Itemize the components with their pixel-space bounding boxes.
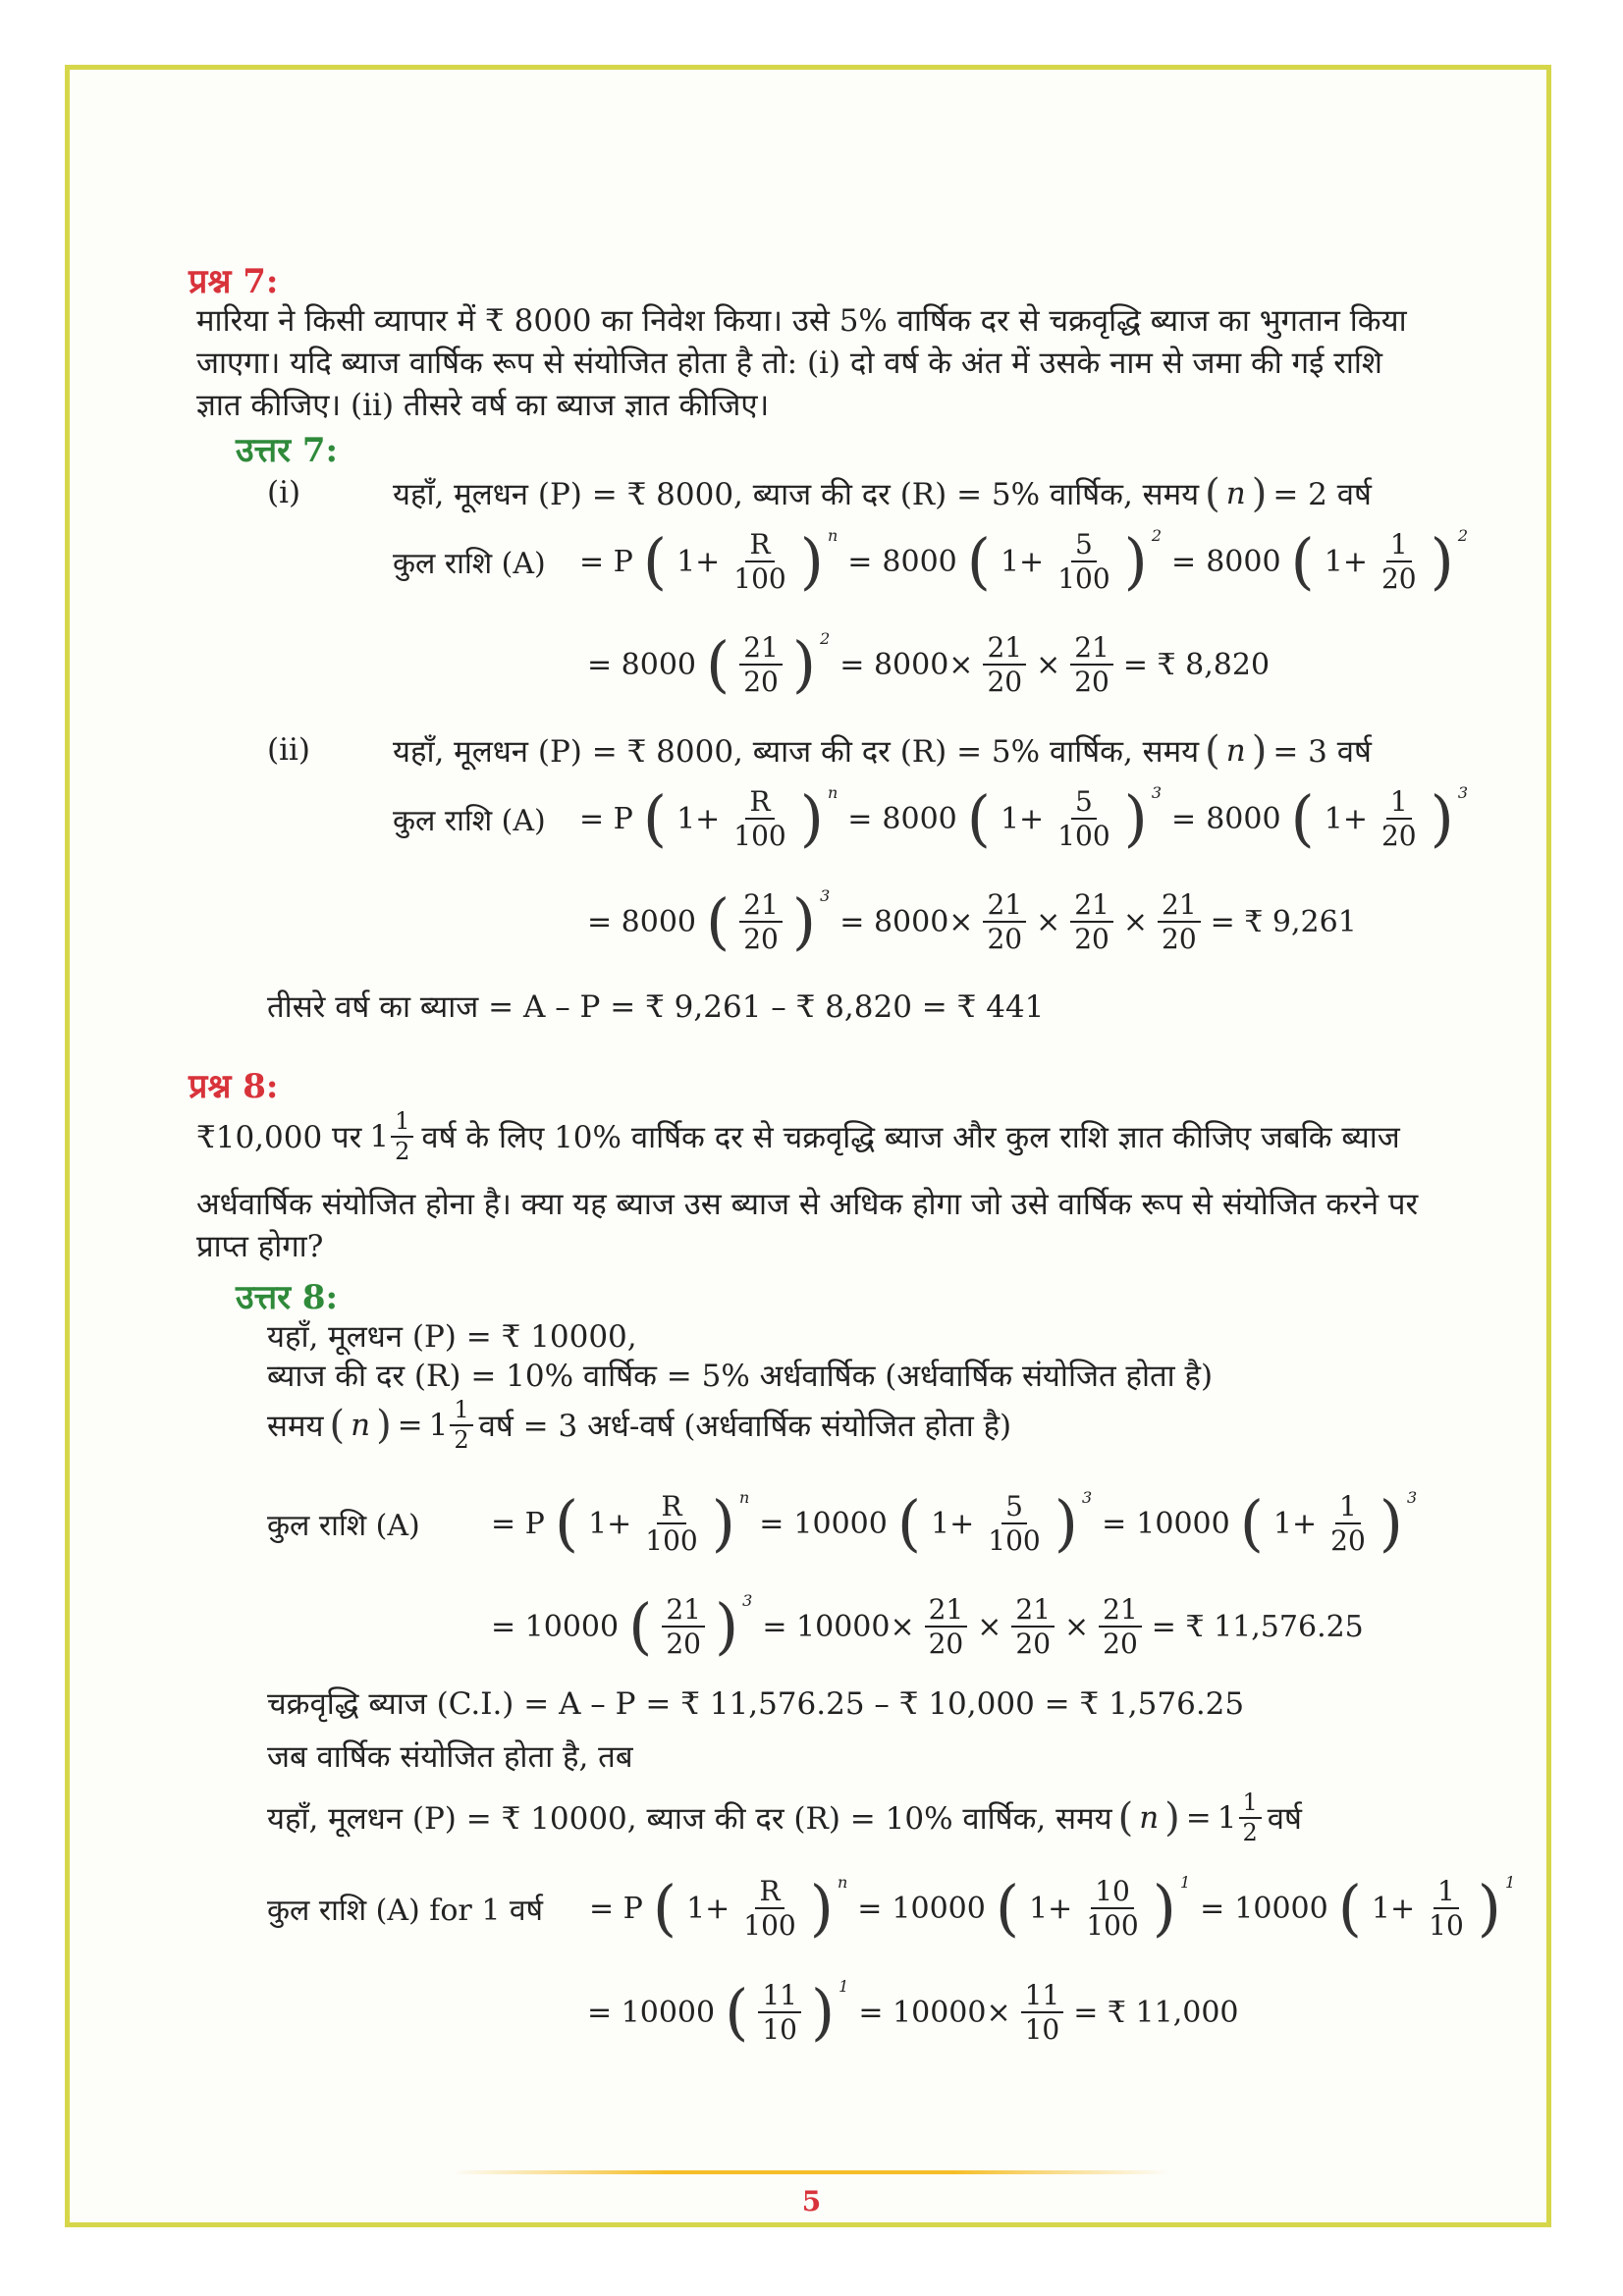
q7-part2-marker: (ii) [267,732,311,768]
fraction: $\frac{21}{20}$ [983,890,1026,954]
fraction: $\frac{21}{20}$ [1011,1595,1055,1659]
q8-given1: यहाँ, मूलधन (P) = ₹ 10000, [267,1319,637,1355]
fraction: $\frac{R}{100}$ [733,528,786,596]
q7-part1-final: = ₹ 8,820 [1122,647,1271,682]
fraction: $\frac{1}{20}$ [1330,1490,1366,1558]
q7-part1-result: = 8000 ( $\frac{21}{20}$ ) 2 = 8000× $\frac{21}{20}$ × $\frac{21}{20}$ = ₹ 8,820 [587,628,1271,701]
q8-final-annual: = ₹ 11,000 [1073,1995,1239,2030]
q7-part2-formula: कुल राशि (A) = P ( 1+ $\frac{R}{100}$ ) n = 8000 ( 1+ $\frac{5}{100}$ ) 3 = 8000 ( 1+ $\frac{1}{20}$ ) 3 [393,782,1469,855]
fraction: $\frac{10}{100}$ [1086,1875,1139,1943]
fraction: $\frac{5}{100}$ [1057,528,1110,596]
q8-half-formula: कुल राशि (A) = P ( 1+ $\frac{R}{100}$ ) n = 10000 ( 1+ $\frac{5}{100}$ ) 3 = 10000 ( 1+ $\frac{1}{20}$ ) 3 [267,1487,1418,1560]
fraction: $\frac{21}{20}$ [739,890,783,954]
q7-text: मारिया ने किसी व्यापार में ₹ 8000 का निवेश किया। उसे 5% वार्षिक दर से चक्रवृद्धि ब्याज का भुगतान किया जाएगा। यदि ब्याज वार्षिक रूप से संयोजित होता है तो: (i) दो वर्ष के अंत में उसके नाम से जमा की गई राशि ज्ञात कीजिए। (ii) तीसरे वर्ष का ब्याज ज्ञात कीजिए। [196,303,1407,423]
fraction: $\frac{21}{20}$ [925,1595,968,1659]
fraction: $\frac{1}{20}$ [1380,528,1417,596]
amount-label: कुल राशि (A) [393,803,546,838]
page-number: 5 [801,2185,822,2217]
fraction: $\frac{21}{20}$ [983,633,1026,697]
q7-part2-given-end: = 3 वर्ष [1272,734,1372,770]
fraction: $\frac{11}{10}$ [1021,1981,1064,2045]
fraction: $\frac{R}{100}$ [743,1875,796,1943]
q8-answer-heading: उत्तर 8: [236,1278,339,1317]
fraction: $\frac{1}{10}$ [1429,1875,1464,1943]
fraction: $\frac{21}{20}$ [739,633,783,697]
var-n: n [1225,476,1246,511]
q7-part1-given-text: यहाँ, मूलधन (P) = ₹ 8000, ब्याज की दर (R) = 5% वार्षिक, समय [393,477,1200,512]
q8-time: समय ( n ) = 1 $\frac{1}{2}$ वर्ष = 3 अर्ध-वर्ष (अर्धवार्षिक संयोजित होता है) [267,1396,1012,1455]
fraction: $\frac{R}{100}$ [733,785,786,853]
q8-text-line2: अर्धवार्षिक संयोजित होना है। क्या यह ब्याज उस ब्याज से अधिक होगा जो उसे वार्षिक रूप से संयोजित करने पर प्राप्त होगा? [196,1187,1419,1264]
q8-annual-note: जब वार्षिक संयोजित होता है, तब [267,1739,633,1775]
amount-label: कुल राशि (A) for 1 वर्ष [267,1893,543,1928]
amount-label: कुल राशि (A) [393,546,546,581]
footer-divider [452,2170,1168,2174]
q8-half-result: = 10000 ( $\frac{21}{20}$ ) 3 = 10000× $\frac{21}{20}$ × $\frac{21}{20}$ × $\frac{21}{20}$ = ₹ 11,576.25 [491,1590,1364,1663]
q7-part1-given-end: = 2 वर्ष [1272,477,1372,512]
q7-part1-marker: (i) [267,475,301,510]
fraction: $\frac{21}{20}$ [662,1595,705,1659]
q7-part2-result: = 8000 ( $\frac{21}{20}$ ) 3 = 8000× $\frac{21}{20}$ × $\frac{21}{20}$ × $\frac{21}{20}$ = ₹ 9,261 [587,885,1357,958]
mixed-fraction: 1 $\frac{1}{2}$ [369,1109,413,1164]
q8-text-line1: ₹10,000 पर 1 $\frac{1}{2}$ वर्ष के लिए 10% वार्षिक दर से चक्रवृद्धि ब्याज और कुल राशि ज्ञात कीजिए जबकि ब्याज [196,1107,1400,1166]
q8-heading: प्रश्न 8: [189,1067,279,1106]
fraction: $\frac{21}{20}$ [1099,1595,1142,1659]
fraction: $\frac{11}{10}$ [758,1981,801,2045]
q7-part2-given-text: यहाँ, मूलधन (P) = ₹ 8000, ब्याज की दर (R) = 5% वार्षिक, समय [393,734,1200,770]
q8-annual-given: यहाँ, मूलधन (P) = ₹ 10000, ब्याज की दर (R) = 10% वार्षिक, समय ( n ) = 1 $\frac{1}{2}$ वर्ष [267,1789,1302,1847]
fraction: $\frac{1}{20}$ [1380,785,1417,853]
q8-final-half: = ₹ 11,576.25 [1151,1609,1364,1644]
fraction: $\frac{R}{100}$ [645,1490,698,1558]
q7-part2-given: यहाँ, मूलधन (P) = ₹ 8000, ब्याज की दर (R) = 5% वार्षिक, समय ( n ) = 3 वर्ष [393,728,1372,774]
q7-part1-given: यहाँ, मूलधन (P) = ₹ 8000, ब्याज की दर (R) = 5% वार्षिक, समय ( n ) = 2 वर्ष [393,471,1372,516]
fraction: $\frac{21}{20}$ [1158,890,1201,954]
q8-given2: ब्याज की दर (R) = 10% वार्षिक = 5% अर्धवार्षिक (अर्धवार्षिक संयोजित होता है) [267,1359,1214,1394]
mixed-fraction: 1 $\frac{1}{2}$ [1217,1790,1262,1845]
q7-part1-formula: कुल राशि (A) = P ( 1+ $\frac{R}{100}$ ) n = 8000 ( 1+ $\frac{5}{100}$ ) 2 = 8000 ( 1+ $\frac{1}{20}$ ) 2 [393,525,1469,598]
q7-part2-final: = ₹ 9,261 [1210,904,1357,939]
amount-label: कुल राशि (A) [267,1508,420,1543]
q7-third-year: तीसरे वर्ष का ब्याज = A – P = ₹ 9,261 – ₹ 8,820 = ₹ 441 [267,989,1045,1025]
q7-heading: प्रश्न 7: [189,262,279,301]
fraction: $\frac{5}{100}$ [988,1490,1041,1558]
q8-annual-result: = 10000 ( $\frac{11}{10}$ ) 1 = 10000× $\frac{11}{10}$ = ₹ 11,000 [587,1976,1239,2049]
q8-annual-formula: कुल राशि (A) for 1 वर्ष = P ( 1+ $\frac{R}{100}$ ) n = 10000 ( 1+ $\frac{10}{100}$ ) 1 = 10000 ( 1+ $\frac{1}{10}$ ) 1 [267,1872,1516,1945]
q8-ci: चक्रवृद्धि ब्याज (C.I.) = A – P = ₹ 11,576.25 – ₹ 10,000 = ₹ 1,576.25 [267,1686,1245,1722]
fraction: $\frac{5}{100}$ [1057,785,1110,853]
q7-answer-heading: उत्तर 7: [236,431,339,470]
fraction: $\frac{21}{20}$ [1070,633,1113,697]
fraction: $\frac{21}{20}$ [1070,890,1113,954]
mixed-fraction: 1 $\frac{1}{2}$ [429,1398,473,1453]
